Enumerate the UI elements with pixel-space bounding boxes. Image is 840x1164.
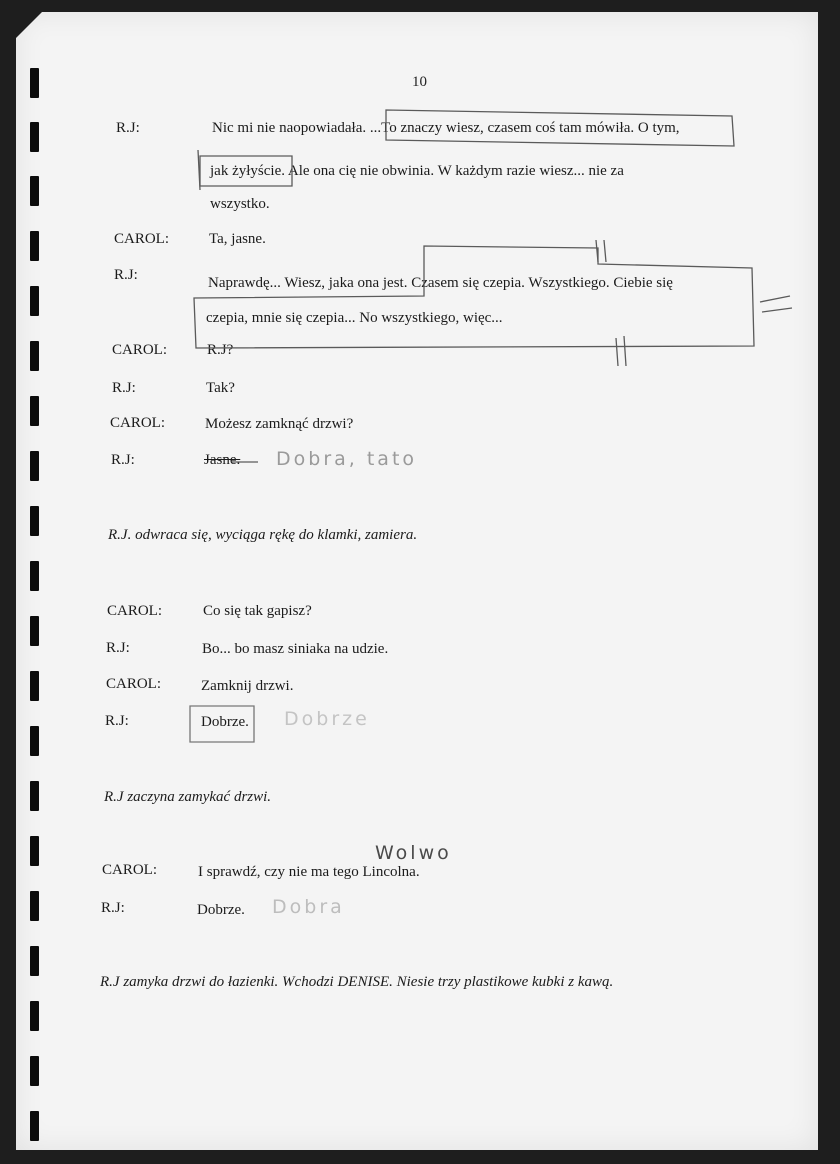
handwritten-correction: Wolwo <box>375 842 452 864</box>
pencil-box <box>194 246 754 348</box>
dialogue-line: Co się tak gapisz? <box>203 603 312 619</box>
dialogue-line: Naprawdę... Wiesz, jaka ona jest. Czasem się czepia. Wszystkiego. Ciebie się <box>208 275 673 291</box>
speaker-label: CAROL: <box>107 603 163 619</box>
dialogue-line: I sprawdź, czy nie ma tego Lincolna. <box>198 864 420 880</box>
speaker-label: CAROL: <box>102 862 158 878</box>
pencil-mark <box>616 336 626 366</box>
dialogue-line: Nic mi nie naopowiadała. ...To znaczy wiesz, czasem coś tam mówiła. O tym, <box>212 120 680 136</box>
dialogue-line: Ta, jasne. <box>209 231 266 247</box>
pencil-mark <box>596 240 606 262</box>
speaker-label: R.J: <box>106 640 130 656</box>
stage-direction: R.J zamyka drzwi do łazienki. Wchodzi DENISE. Niesie trzy plastikowe kubki z kawą. <box>100 974 614 990</box>
handwritten-correction: Dobra, tato <box>276 448 418 470</box>
pencil-box <box>386 110 734 146</box>
speaker-label: CAROL: <box>106 676 162 692</box>
dialogue-line: jak żyłyście. Ale ona cię nie obwinia. W każdym razie wiesz... nie za <box>210 163 624 179</box>
speaker-label: R.J: <box>105 713 129 729</box>
pencil-box <box>190 706 254 742</box>
speaker-label: R.J: <box>101 900 125 916</box>
dialogue-line: Tak? <box>206 380 235 396</box>
dialogue-line: R.J? <box>207 342 234 358</box>
dialogue-line: Zamknij drzwi. <box>201 678 294 694</box>
speaker-label: CAROL: <box>114 231 170 247</box>
dialogue-line: Dobrze. <box>201 714 249 730</box>
stage-direction: R.J zaczyna zamykać drzwi. <box>104 789 272 805</box>
speaker-label: R.J: <box>112 380 136 396</box>
speaker-label: CAROL: <box>110 415 166 431</box>
stage-direction: R.J. odwraca się, wyciąga rękę do klamki, zamiera. <box>108 527 418 543</box>
dialogue-line: Możesz zamknąć drzwi? <box>205 416 354 432</box>
speaker-label: R.J: <box>116 120 140 136</box>
dialogue-line: czepia, mnie się czepia... No wszystkiego, więc... <box>206 310 503 326</box>
dialogue-line: Dobrze. <box>197 902 245 918</box>
struck-dialogue-line: Jasne. <box>204 452 241 468</box>
speaker-label: R.J: <box>111 452 135 468</box>
page-number: 10 <box>412 74 427 90</box>
dialogue-line: Bo... bo masz siniaka na udzie. <box>202 641 389 657</box>
handwritten-correction: Dobrze <box>284 708 370 730</box>
dialogue-line: wszystko. <box>210 196 270 212</box>
speaker-label: R.J: <box>114 267 138 283</box>
handwritten-correction: Dobra <box>272 896 345 918</box>
pencil-box <box>200 156 292 186</box>
speaker-label: CAROL: <box>112 342 168 358</box>
pencil-mark <box>760 296 792 312</box>
